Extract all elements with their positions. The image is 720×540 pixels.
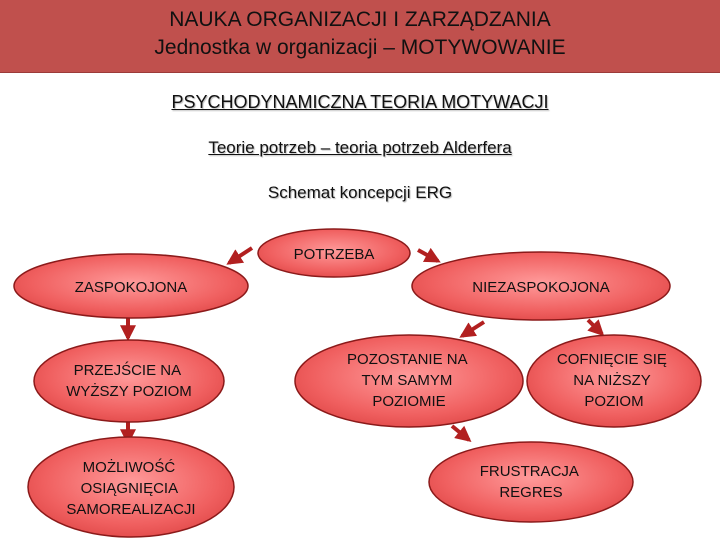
header-subtitle: Jednostka w organizacji – MOTYWOWANIE [154,36,566,59]
node-frustracja [429,442,633,522]
node-pozostanie-label: POZOSTANIE NA TYM SAMYM POZIOMIE [347,351,467,410]
slide-title: PSYCHODYNAMICZNA TEORIA MOTYWACJI [171,92,549,112]
arrow-potrzeba-to-niezaspokojona [418,250,438,261]
node-potrzeba-label: POTRZEBA [293,246,375,263]
header-title: NAUKA ORGANIZACJI I ZARZĄDZANIA [169,8,551,31]
arrow-pozostanie-to-frustracja [452,426,469,440]
node-zaspokojona-label: ZASPOKOJONA [74,279,188,296]
node-przejscie [34,340,224,422]
arrow-niezaspokojona-to-cofniecie [588,320,602,334]
node-cofniecie-label: COFNIĘCIE SIĘ NA NIŻSZY POZIOM [556,351,667,410]
slide-subtitle: Teorie potrzeb – teoria potrzeb Alderfera [208,138,512,157]
node-przejscie-label: PRZEJŚCIE NA WYŻSZY POZIOM [66,362,192,400]
arrow-potrzeba-to-zaspokojona [229,248,252,263]
node-frustracja-label: FRUSTRACJA REGRES [479,463,579,501]
arrow-niezaspokojona-to-pozostanie [462,322,484,336]
schema-title: Schemat koncepcji ERG [267,183,453,202]
node-mozliwosc-label: MOŻLIWOŚĆ OSIĄGNIĘCIA SAMOREALIZACJI [66,459,196,518]
node-niezaspokojona-label: NIEZASPOKOJONA [472,279,610,296]
